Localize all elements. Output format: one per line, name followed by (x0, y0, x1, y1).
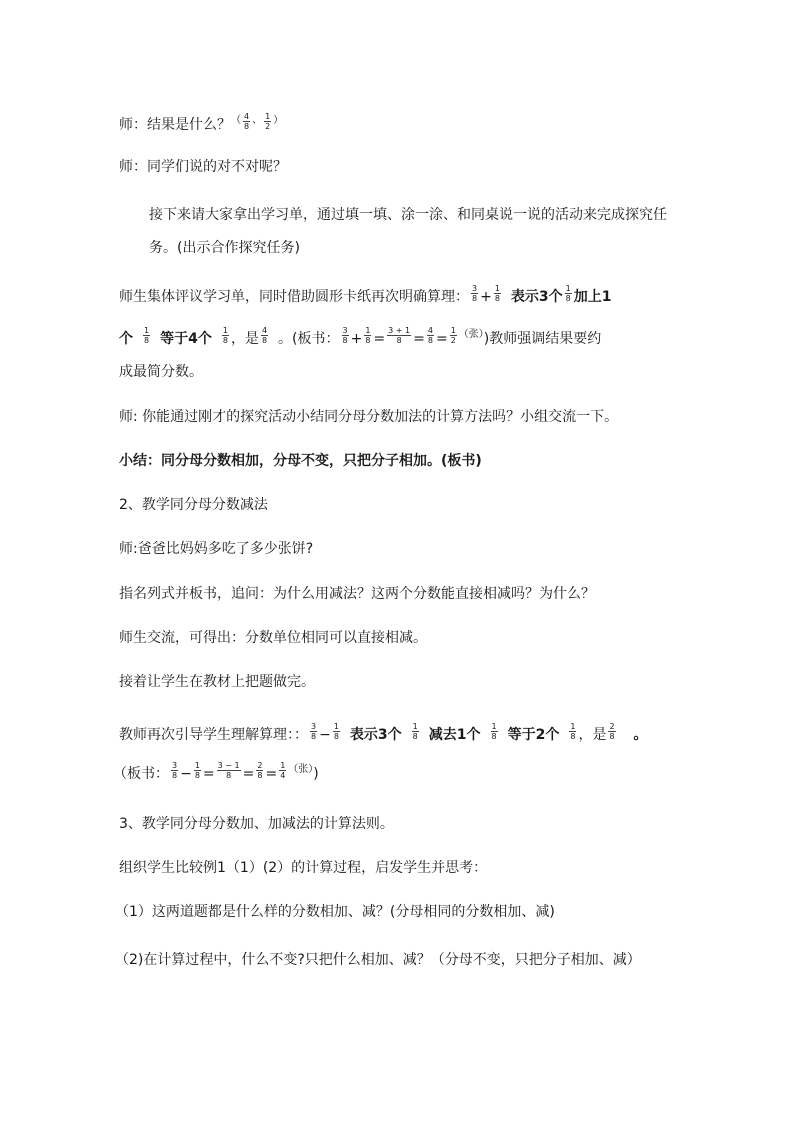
line-simplest-fraction: 成最简分数。 (119, 364, 203, 380)
fraction: $\frac{1}{2}$ (265, 111, 271, 131)
line-exploration-task: 接下来请大家拿出学习单，通过填一填、涂一涂、和同桌说一说的活动来完成探究任务。(出示合作探究任务) (149, 207, 667, 256)
line-conclusion-subtract: 师生交流，可得出：分数单位相同可以直接相减。 (119, 630, 427, 646)
line-question-1: （1）这两道题都是什么样的分数相加、减？(分母相同的分数相加、减) (115, 904, 555, 920)
line-evaluate-addition: 师生集体评议学习单，同时借助圆形卡纸再次明确算理： $\frac{3}{8}$ + $\frac{1}{8}$ 表示3个 $\frac{1}{8}$ 加上1 (119, 283, 612, 305)
line-teacher-check: 师：同学们说的对不对呢？ (119, 159, 287, 175)
line-question-2: （2)在计算过程中，什么不变?只把什么相加、减？（分母不变，只把分子相加、减） (115, 952, 641, 968)
line-ask-why-subtract: 指名列式并板书，追问：为什么用减法？这两个分数能直接相减吗？为什么？ (119, 586, 595, 602)
fraction: $\frac{4}{8}$ (244, 111, 250, 131)
line-compare-examples: 组织学生比较例1（1）(2）的计算过程，启发学生并思考： (119, 860, 488, 876)
line-guide-subtraction: 教师再次引导学生理解算理：： $\frac{3}{8}$ − $\frac{1}{8}$ 表示3个 $\frac{1}{8}$ 减去1个 $\frac{1}{8}$ 等于2个 $\frac{1}{8}$ ，是 $\frac{2}{8}$ 。 (119, 721, 648, 743)
line-textbook-exercise: 接着让学生在教材上把题做完。 (119, 674, 315, 690)
line-subtraction-board: （板书： $\frac{3}{8}$ − $\frac{1}{8}$ = $\frac{3 - 1}{8}$ = $\frac{2}{8}$ = $\frac{1}{4}$ $^{(张)}$) (113, 760, 319, 782)
section-heading-rules: 3、教学同分母分数加、加减法的计算法则。 (119, 816, 394, 832)
section-heading-subtraction: 2、教学同分母分数减法 (119, 497, 268, 513)
line-result-question: 师：结果是什么？（ $\frac{4}{8}$ 、 $\frac{1}{2}$ ） (119, 111, 284, 133)
line-summarize-method: 师: 你能通过刚才的探究活动小结同分母分数加法的计算方法吗？小组交流一下。 (119, 409, 619, 425)
line-dad-mom-question: 师:爸爸比妈妈多吃了多少张饼? (119, 541, 314, 557)
line-summary-addition: 小结：同分母分数相加，分母不变，只把分子相加。(板书) (119, 453, 482, 469)
line-addition-board: 个 $\frac{1}{8}$ 等于4个 $\frac{1}{8}$ ，是 $\frac{4}{8}$ 。(板书： $\frac{3}{8}$ + $\frac{1}{8}$ = $\frac{3 + 1}{8}$ = $\frac{4}{8}$ = $\frac{1}{2}$ $^{(张)}$)教师强调结果要约 (119, 325, 602, 347)
